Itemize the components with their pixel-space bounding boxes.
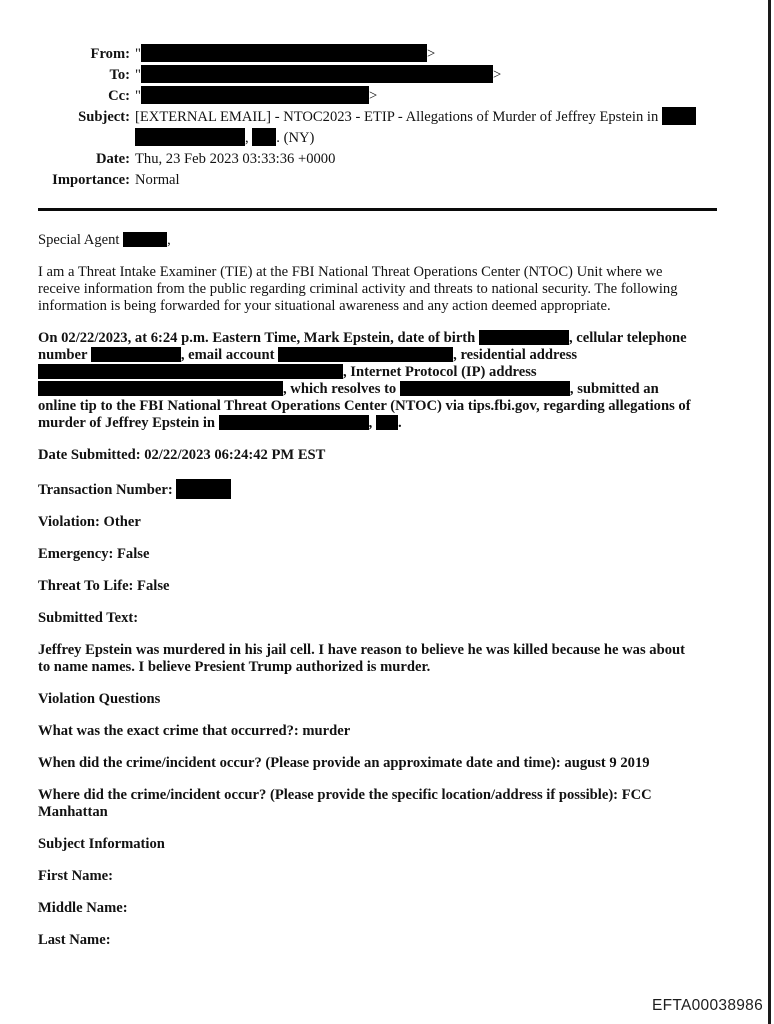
header-value-date: Thu, 23 Feb 2023 03:33:36 +0000 xyxy=(135,151,336,167)
header-label-date: Date: xyxy=(95,151,130,167)
email-header xyxy=(38,44,717,191)
redaction-bar xyxy=(176,479,231,499)
tip-seg6: , which resolves to xyxy=(283,381,400,397)
header-label-cc: Cc: xyxy=(108,88,130,104)
header-divider xyxy=(38,208,717,211)
violation-questions-heading: Violation Questions xyxy=(38,691,161,707)
tip-seg1: On 02/22/2023, at 6:24 p.m. Eastern Time, Mark Epstein, date of birth xyxy=(38,330,479,346)
salutation-post: , xyxy=(167,232,171,248)
question-when: When did the crime/incident occur? (Please provide an approximate date and time): august 9 2019 xyxy=(38,755,650,771)
scan-edge-artifact xyxy=(768,0,771,1024)
submitted-text-label: Submitted Text: xyxy=(38,610,139,626)
subject-text: [EXTERNAL EMAIL] - NTOC2023 - ETIP - Allegations of Murder of Jeffrey Epstein in xyxy=(135,109,662,125)
redaction-bar xyxy=(219,415,369,430)
header-value-subject xyxy=(135,107,717,149)
redaction-bar xyxy=(278,347,453,362)
from-open-quote: " xyxy=(135,46,141,62)
redaction-bar xyxy=(479,330,569,345)
redaction-bar xyxy=(662,107,696,125)
redaction-bar xyxy=(158,364,343,379)
tip-seg3: , email account xyxy=(180,347,279,363)
tip-seg7: , submitted an online tip to the FBI National Threat Operations Center (NTOC) via tips.fbi.gov, regarding allegations of murder of Jeffrey Epstein in xyxy=(38,381,691,431)
tip-paragraph xyxy=(38,330,697,432)
middle-name-label: Middle Name: xyxy=(38,900,128,916)
salutation xyxy=(38,232,697,249)
header-label-importance: Importance: xyxy=(52,172,130,188)
cc-close-bracket: > xyxy=(368,88,378,104)
header-label-from: From: xyxy=(90,46,130,62)
redaction-bar xyxy=(400,381,570,396)
header-value-cc xyxy=(135,86,717,107)
to-close-bracket: > xyxy=(492,67,502,83)
question-crime: What was the exact crime that occurred?: murder xyxy=(38,723,351,739)
violation-line: Violation: Other xyxy=(38,514,141,530)
redaction-bar xyxy=(252,128,276,146)
redaction-bar xyxy=(38,381,283,396)
redaction-bar xyxy=(123,232,167,247)
salutation-pre: Special Agent xyxy=(38,232,124,248)
cc-open-quote: " xyxy=(135,88,141,104)
tip-seg4: , residential address xyxy=(453,347,578,363)
transaction-number-label: Transaction Number: xyxy=(38,482,177,498)
threat-to-life-line: Threat To Life: False xyxy=(38,578,170,594)
emergency-line: Emergency: False xyxy=(38,546,150,562)
header-value-to xyxy=(135,65,717,86)
email-body xyxy=(38,232,717,949)
to-open-quote: " xyxy=(135,67,141,83)
redaction-bar xyxy=(91,347,181,362)
redaction-bar xyxy=(38,364,158,379)
header-label-to: To: xyxy=(109,67,130,83)
subject-information-heading: Subject Information xyxy=(38,836,165,852)
date-submitted-line: Date Submitted: 02/22/2023 06:24:42 PM EST xyxy=(38,447,326,463)
tip-seg5: , Internet Protocol (IP) address xyxy=(343,364,537,380)
first-name-label: First Name: xyxy=(38,868,113,884)
redaction-bar xyxy=(135,128,245,146)
redaction-bar xyxy=(141,86,369,104)
transaction-number-line xyxy=(38,479,697,499)
from-close-bracket: > xyxy=(426,46,436,62)
bates-number: EFTA00038986 xyxy=(651,997,763,1014)
redaction-bar xyxy=(376,415,398,430)
intro-paragraph: I am a Threat Intake Examiner (TIE) at the FBI National Threat Operations Center (NTOC) Unit where we receive information from the public regarding criminal activity and threats to national security. The following information is being forwarded for your situational awareness and any action deemed appropriate. xyxy=(38,264,678,314)
submitted-text-paragraph: Jeffrey Epstein was murdered in his jail cell. I have reason to believe he was killed because he was about to name names. I believe Presient Trump authorized is murder. xyxy=(38,642,685,675)
tip-seg8: , xyxy=(368,415,376,431)
redaction-bar xyxy=(141,44,427,62)
last-name-label: Last Name: xyxy=(38,932,111,948)
tip-seg2: , cellular telephone number xyxy=(38,330,687,363)
subject-tail: . (NY) xyxy=(276,130,315,146)
subject-separator: , xyxy=(245,130,253,146)
header-value-importance: Normal xyxy=(135,172,180,188)
header-value-from xyxy=(135,44,717,65)
question-where: Where did the crime/incident occur? (Please provide the specific location/address if possible): FCC Manhattan xyxy=(38,787,652,820)
tip-seg9: . xyxy=(397,415,402,431)
redaction-bar xyxy=(141,65,493,83)
header-label-subject: Subject: xyxy=(78,109,130,125)
